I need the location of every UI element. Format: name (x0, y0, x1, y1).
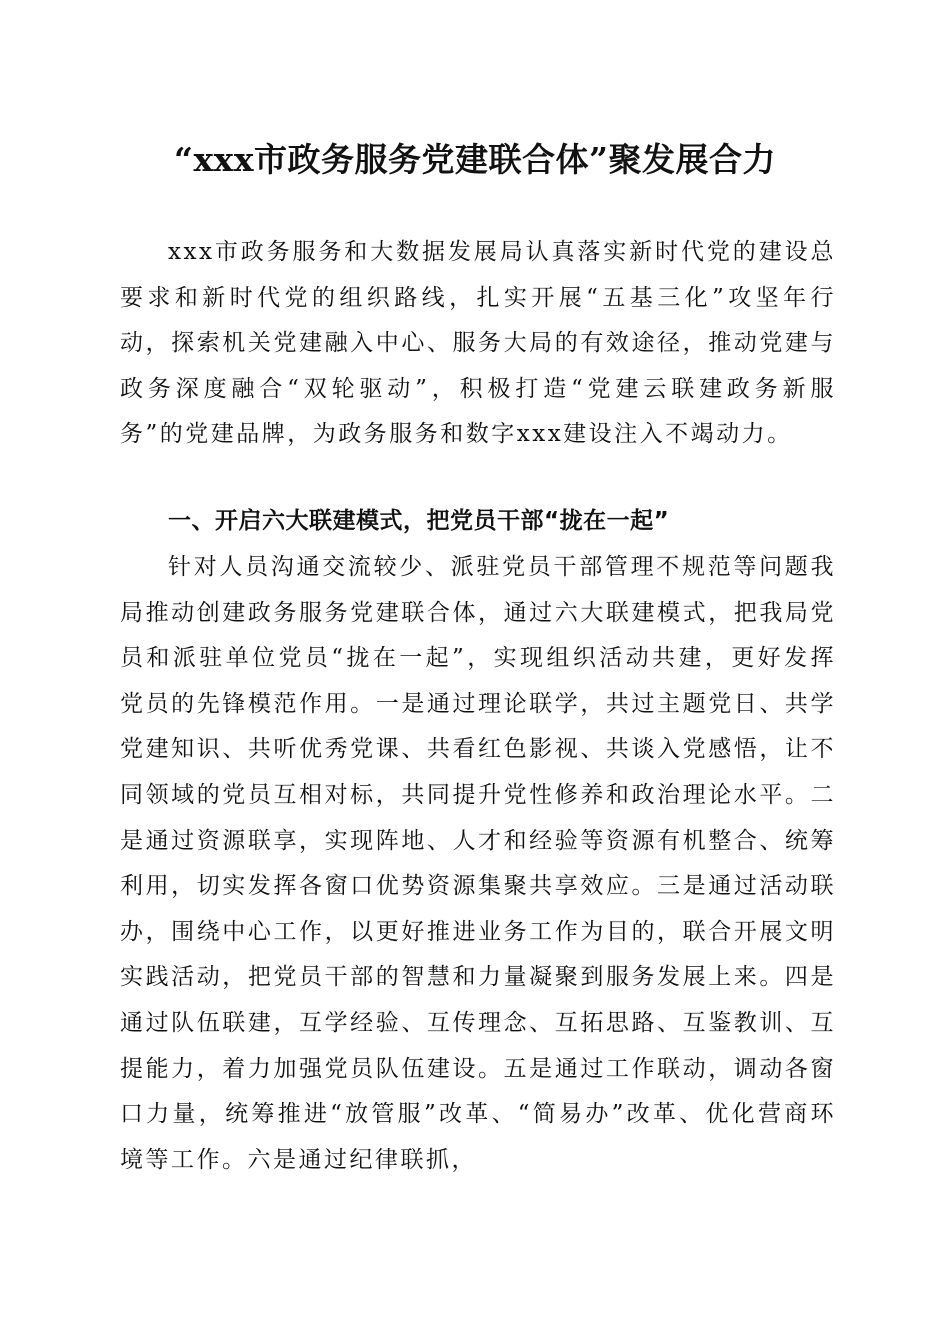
intro-paragraph: xxx市政务服务和大数据发展局认真落实新时代党的建设总要求和新时代党的组织路线，扎实开展“五基三化”攻坚年行动，探索机关党建融入中心、服务大局的有效途径，推动党建与政务深度融合“双轮驱动”，积极打造“党建云联建政务新服务”的党建品牌，为政务服务和数字xxx建设注入不竭动力。 (120, 239, 836, 448)
section-heading: 一、开启六大联建模式，把党员干部“拢在一起” (168, 508, 670, 534)
section-paragraph: 针对人员沟通交流较少、派驻党员干部管理不规范等问题我局推动创建政务服务党建联合体，通过六大联建模式，把我局党员和派驻单位党员“拢在一起”，实现组织活动共建，更好发挥党员的先锋模范作用。一是通过理论联学，共过主题党日、共学党建知识、共听优秀党课、共看红色影视、共谈入党感悟，让不同领域的党员互相对标，共同提升党性修养和政治理论水平。二是通过资源联享，实现阵地、人才和经验等资源有机整合、统筹利用，切实发挥各窗口优势资源集聚共享效应。三是通过活动联办，围绕中心工作，以更好推进业务工作为目的，联合开展文明实践活动，把党员干部的智慧和力量凝聚到服务发展上来。四是通过队伍联建，互学经验、互传理念、互拓思路、互鉴教训、互提能力，着力加强党员队伍建设。五是通过工作联动，调动各窗口力量，统筹推进“放管服”改革、“简易办”改革、优化营商环境等工作。六是通过纪律联抓， (120, 554, 836, 1173)
document-title: “xxx市政务服务党建联合体”聚发展合力 (174, 140, 776, 179)
